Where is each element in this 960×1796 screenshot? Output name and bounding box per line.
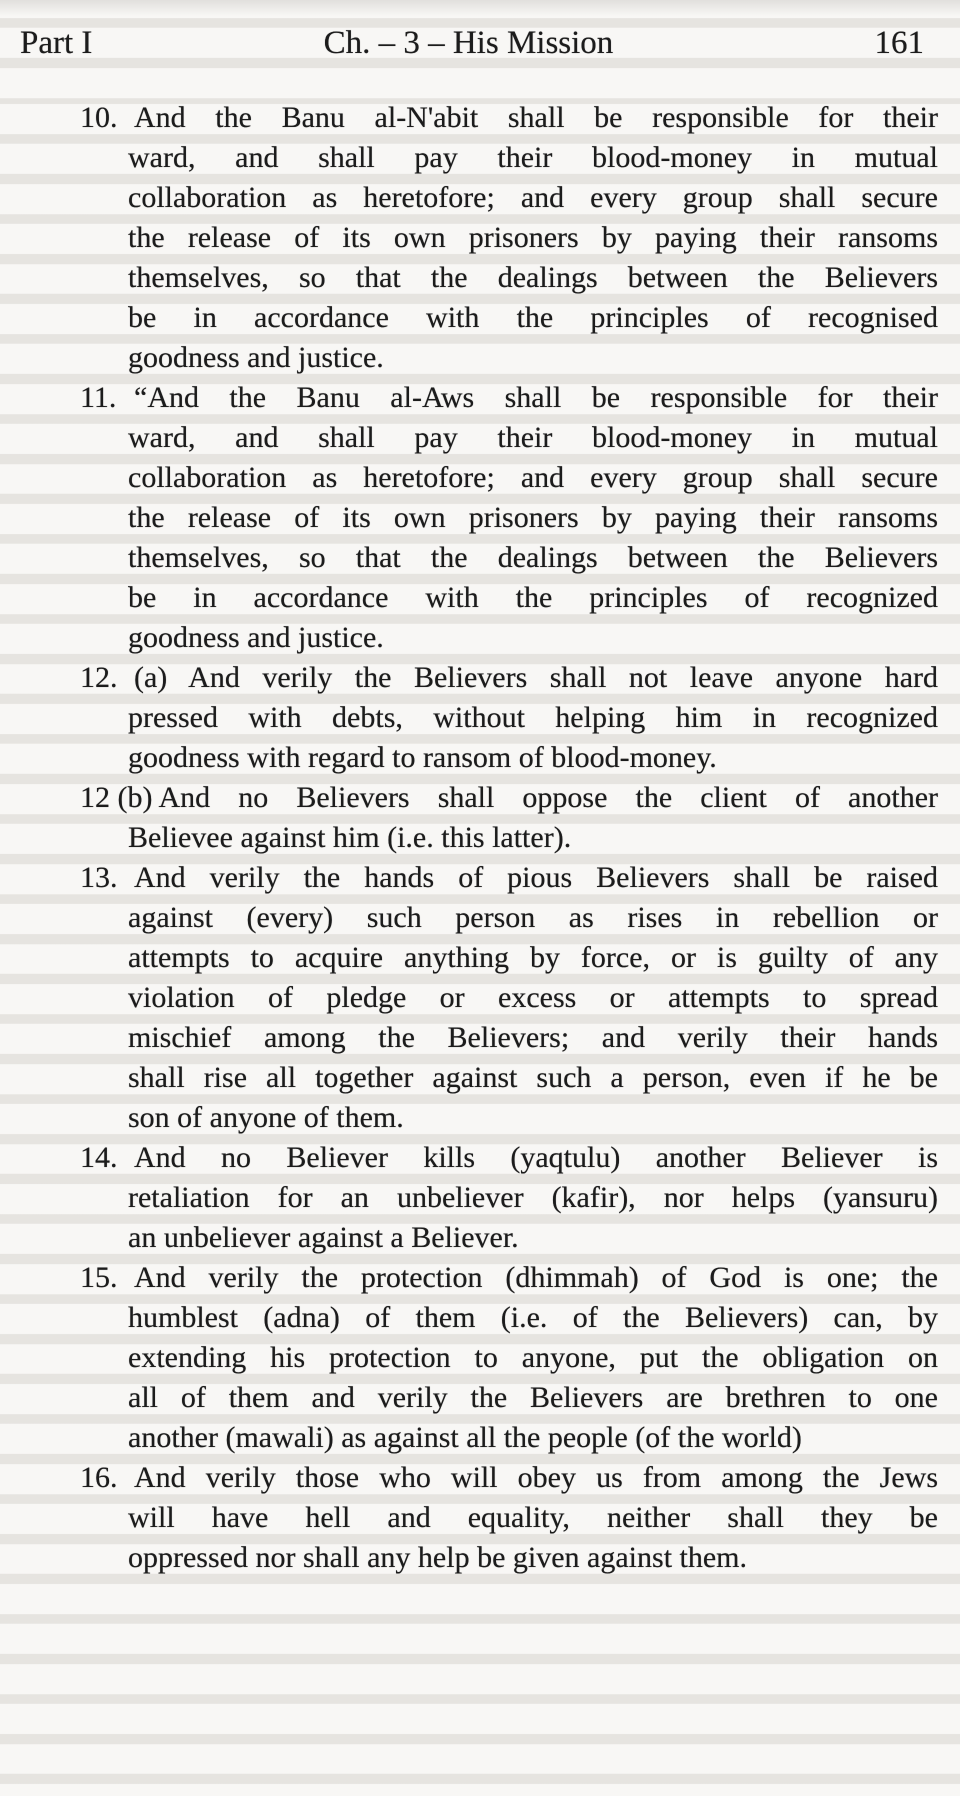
text-line: all of them and verily the Believers are brethren to one [128, 1381, 938, 1414]
text-line: the release of its own prisoners by paying their ransoms [128, 501, 938, 534]
paragraph-number: 15. [80, 1261, 118, 1294]
paragraph-number: 13. [80, 861, 118, 894]
paragraph [80, 778, 938, 858]
paragraph [80, 858, 938, 1138]
paragraph-first-line-text: (a) And verily the Believers shall not leave anyone hard [134, 661, 938, 694]
text-line: retaliation for an unbeliever (kafir), nor helps (yansuru) [128, 1181, 938, 1214]
text-line [80, 378, 938, 418]
text-line [80, 1138, 938, 1178]
paragraph [80, 658, 938, 778]
text-line: goodness with regard to ransom of blood-money. [128, 741, 717, 774]
text-line: be in accordance with the principles of recognised [128, 301, 938, 334]
text-line: the release of its own prisoners by paying their ransoms [128, 221, 938, 254]
text-line: ward, and shall pay their blood-money in mutual [128, 421, 938, 454]
text-line: goodness and justice. [128, 621, 384, 654]
text-line: an unbeliever against a Believer. [128, 1221, 519, 1254]
chapter-title: Ch. – 3 – His Mission [323, 25, 614, 61]
paragraph-first-line-text: And verily the protection (dhimmah) of God is one; the [134, 1261, 938, 1294]
text-line: ward, and shall pay their blood-money in mutual [128, 141, 938, 174]
paragraph [80, 98, 938, 378]
text-line: against (every) such person as rises in rebellion or [128, 901, 938, 934]
paragraph [80, 1458, 938, 1578]
part-label: Part I [20, 25, 93, 61]
text-line [80, 778, 938, 818]
paragraph-number: 10. [80, 101, 118, 134]
text-line [80, 1258, 938, 1298]
paragraph-list [0, 98, 960, 1578]
text-line: Believee against him (i.e. this latter). [128, 821, 572, 854]
text-line: another (mawali) as against all the people (of the world) [128, 1421, 802, 1454]
paragraph-number: 12 (b) [80, 781, 153, 814]
paragraph-number: 14. [80, 1141, 118, 1174]
paragraph-number: 16. [80, 1461, 118, 1494]
page-number: 161 [874, 25, 924, 61]
text-line: son of anyone of them. [128, 1101, 404, 1134]
text-line: shall rise all together against such a person, even if he be [128, 1061, 938, 1094]
text-line: humblest (adna) of them (i.e. of the Believers) can, by [128, 1301, 938, 1334]
text-line: attempts to acquire anything by force, or is guilty of any [128, 941, 938, 974]
text-line: be in accordance with the principles of recognized [128, 581, 938, 614]
text-line: collaboration as heretofore; and every group shall secure [128, 181, 938, 214]
paragraph [80, 1258, 938, 1458]
text-line [80, 98, 938, 138]
text-line: mischief among the Believers; and verily their hands [128, 1021, 938, 1054]
text-line: violation of pledge or excess or attempts to spread [128, 981, 938, 1014]
paragraph-first-line-text: And verily those who will obey us from among the Jews [134, 1461, 938, 1494]
text-line: oppressed nor shall any help be given against them. [128, 1541, 748, 1574]
paragraph [80, 378, 938, 658]
text-line [80, 1458, 938, 1498]
text-line: goodness and justice. [128, 341, 384, 374]
paragraph-number: 12. [80, 661, 118, 694]
paragraph-first-line-text: And verily the hands of pious Believers shall be raised [134, 861, 938, 894]
text-line [80, 858, 938, 898]
paragraph-first-line-text: And the Banu al-N'abit shall be responsible for their [134, 101, 938, 134]
paragraph-first-line-text: And no Believer kills (yaqtulu) another Believer is [134, 1141, 938, 1174]
paragraph [80, 1138, 938, 1258]
text-line [80, 658, 938, 698]
text-line: pressed with debts, without helping him in recognized [128, 701, 938, 734]
text-line: themselves, so that the dealings between the Believers [128, 541, 938, 574]
text-line: collaboration as heretofore; and every group shall secure [128, 461, 938, 494]
text-line: extending his protection to anyone, put the obligation on [128, 1341, 938, 1374]
paragraph-first-line-text: And no Believers shall oppose the client of another [158, 781, 938, 814]
paragraph-first-line-text: “And the Banu al-Aws shall be responsible for their [134, 381, 938, 414]
text-line: themselves, so that the dealings between the Believers [128, 261, 938, 294]
paragraph-number: 11. [80, 381, 117, 414]
page-header [0, 0, 960, 66]
text-line: will have hell and equality, neither shall they be [128, 1501, 938, 1534]
